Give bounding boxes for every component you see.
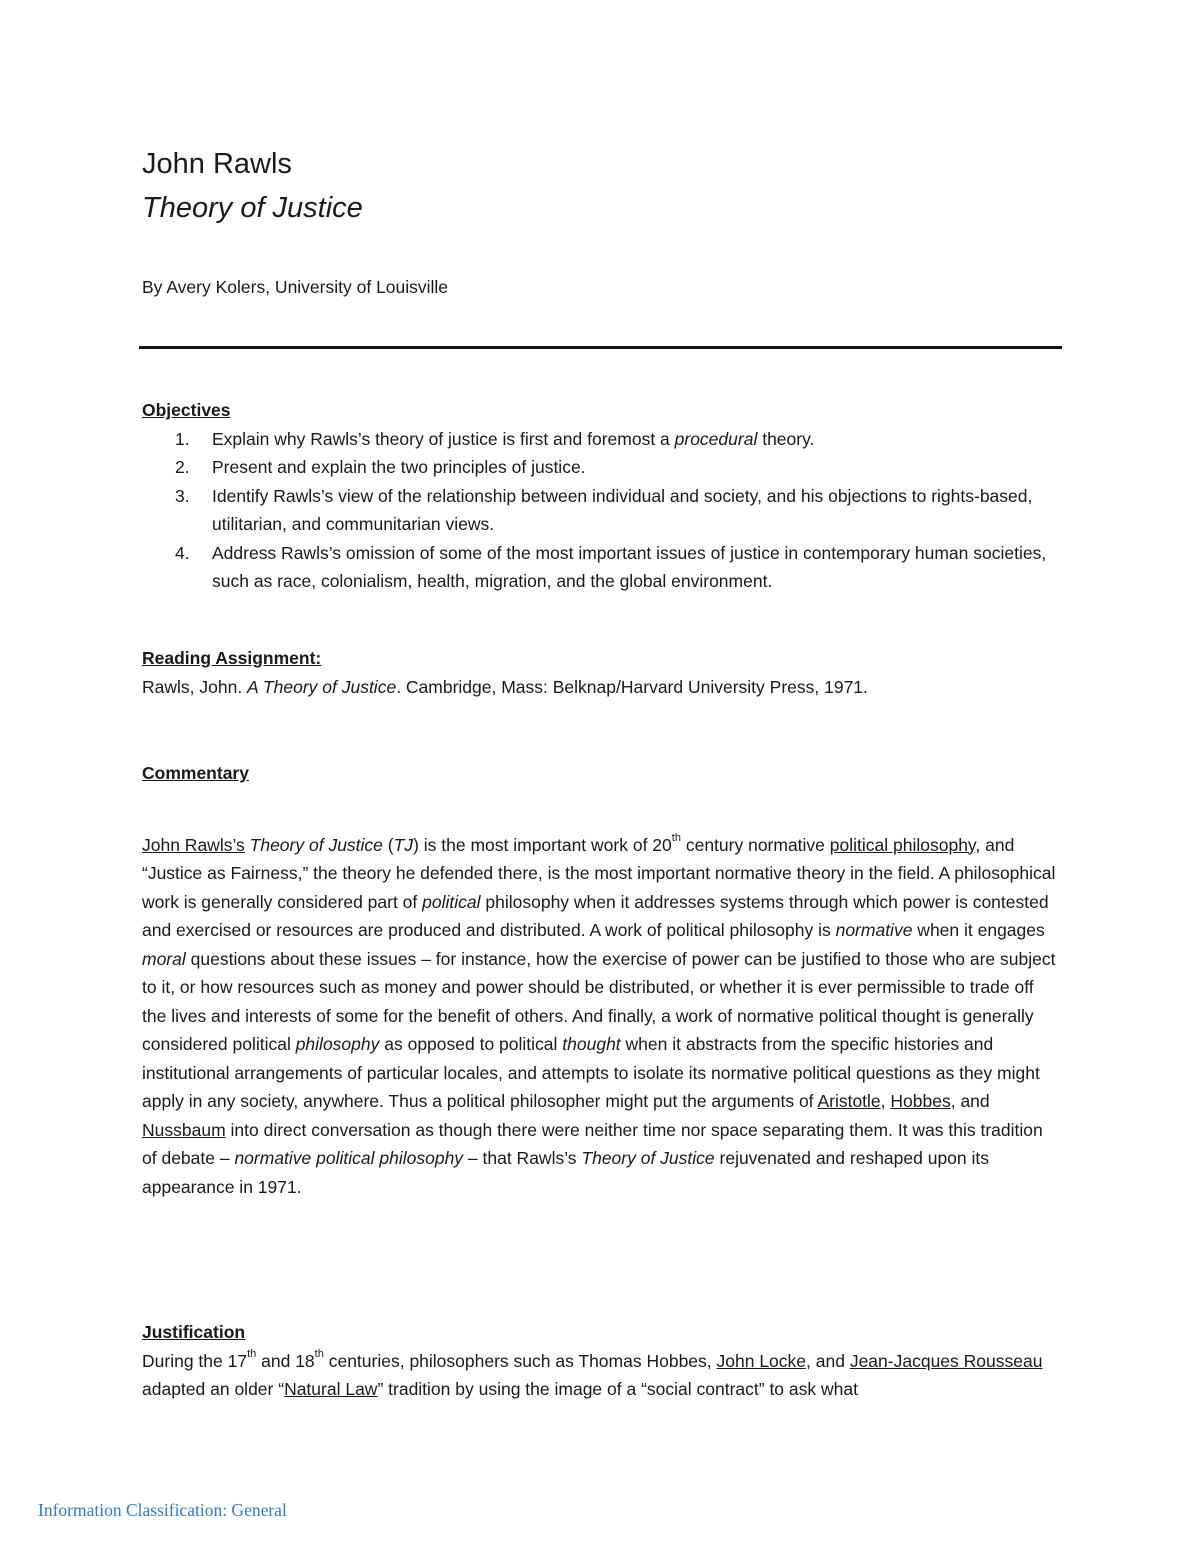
author-byline: By Avery Kolers, University of Louisville bbox=[142, 277, 449, 297]
reading-section bbox=[142, 644, 1062, 701]
text-run: philosophy when it addresses systems through which power is contested and exercised or resources are produced and distributed. A work of political philosophy is bbox=[142, 891, 1049, 940]
commentary-paragraph bbox=[142, 831, 1062, 1202]
superscript: th bbox=[671, 831, 681, 844]
objective-item bbox=[142, 425, 1062, 454]
link-aristotle[interactable]: Aristotle bbox=[817, 1091, 881, 1111]
text-run: , and bbox=[806, 1350, 850, 1371]
list-number: 4. bbox=[175, 542, 190, 563]
text-run: political bbox=[422, 891, 481, 912]
text-run: and bbox=[955, 1091, 990, 1111]
objective-text: Address Rawls’s omission of some of the most important issues of justice in contemporary human societies, such as race, colonialism, health, migration, and the global environment. bbox=[212, 542, 1047, 591]
text-run: when it abstracts from the specific histories and institutional arrangements of particular locales, and attempts to isolate its normative political questions as they might apply in any society, anywhere. Thus a political philosopher might put the arguments of bbox=[142, 1034, 1040, 1111]
text-run: ” tradition by using the image of a “social contract” to ask what bbox=[377, 1379, 858, 1399]
objectives-list bbox=[142, 425, 1062, 596]
link-natural-law[interactable]: Natural Law bbox=[284, 1379, 378, 1399]
document-subtitle: Theory of Justice bbox=[142, 192, 363, 224]
text-run: , bbox=[880, 1091, 891, 1111]
text-run: rejuvenated and reshaped upon its appearance in 1971. bbox=[142, 1148, 990, 1197]
document-title: John Rawls bbox=[142, 148, 292, 180]
list-number: 3. bbox=[175, 485, 190, 506]
text-run: as opposed to political bbox=[379, 1034, 563, 1054]
text-run: into direct conversation as though there were neither time nor space separating them. It was this tradition of debate – bbox=[142, 1119, 1043, 1168]
text-run: centuries, philosophers such as Thomas Hobbes, bbox=[323, 1350, 717, 1371]
objective-text: theory. bbox=[757, 428, 815, 449]
objective-item bbox=[142, 539, 1062, 596]
text-run: and 18 bbox=[256, 1350, 315, 1371]
text-run: adapted an older “ bbox=[142, 1379, 285, 1399]
text-run: – that Rawls’s bbox=[463, 1148, 582, 1168]
text-run: normative bbox=[835, 920, 913, 940]
objective-item bbox=[142, 453, 1062, 482]
text-run: Theory of Justice bbox=[581, 1148, 715, 1168]
text-run: Theory of Justice bbox=[249, 834, 383, 855]
text-run: ( bbox=[382, 834, 394, 855]
list-number: 1. bbox=[175, 428, 190, 449]
commentary-section bbox=[142, 759, 1062, 1201]
citation-text: . Cambridge, Mass: Belknap/Harvard University Press, 1971. bbox=[396, 676, 868, 697]
objective-emphasis: procedural bbox=[674, 428, 758, 449]
link-john-rawls[interactable]: John Rawls’s bbox=[142, 834, 245, 855]
text-run: , and “Justice as Fairness,” the theory he defended there, is the most important normative theory in the field. A philosophical work is generally considered part of bbox=[142, 834, 1056, 912]
text-run: TJ bbox=[393, 834, 414, 855]
objectives-section bbox=[142, 396, 1062, 596]
text-run: century normative bbox=[680, 834, 830, 855]
superscript: th bbox=[314, 1347, 324, 1360]
text-run: when it engages bbox=[912, 920, 1045, 940]
justification-paragraph bbox=[142, 1347, 1062, 1404]
horizontal-rule bbox=[139, 346, 1062, 349]
superscript: th bbox=[247, 1347, 257, 1360]
text-run: moral bbox=[142, 948, 186, 969]
text-run: ) is the most important work of 20 bbox=[413, 834, 672, 855]
objectives-heading: Objectives bbox=[142, 400, 231, 420]
commentary-heading: Commentary bbox=[142, 763, 249, 783]
justification-section bbox=[142, 1318, 1062, 1404]
reading-heading: Reading Assignment: bbox=[142, 648, 322, 668]
link-john-locke[interactable]: John Locke bbox=[716, 1350, 807, 1371]
objective-text: Identify Rawls’s view of the relationship between individual and society, and his objections to rights-based, utilitarian, and communitarian views. bbox=[212, 485, 1033, 534]
justification-heading: Justification bbox=[142, 1322, 246, 1342]
text-run: questions about these issues – for instance, how the exercise of power can be justified to those who are subject to it, or how resources such as money and power should be distributed, or whether it is ever permissible to trade off the lives and interests of some for the benefit of others. And finally, a work of normative political thought is generally considered political bbox=[142, 948, 1056, 1054]
text-run: thought bbox=[562, 1034, 621, 1054]
link-nussbaum[interactable]: Nussbaum bbox=[142, 1119, 226, 1140]
classification-footer: Information Classification: General bbox=[38, 1500, 287, 1520]
text-run: normative political philosophy bbox=[234, 1148, 464, 1168]
text-run: philosophy bbox=[295, 1034, 380, 1054]
citation-title: A Theory of Justice bbox=[247, 676, 397, 697]
objective-text: Explain why Rawls’s theory of justice is first and foremost a bbox=[212, 428, 675, 449]
objective-item bbox=[142, 482, 1062, 539]
link-rousseau[interactable]: Jean-Jacques Rousseau bbox=[849, 1350, 1043, 1371]
text-run: During the 17 bbox=[142, 1350, 248, 1371]
link-political-philosophy[interactable]: political philosophy bbox=[829, 834, 976, 855]
list-number: 2. bbox=[175, 457, 190, 477]
objective-text: Present and explain the two principles of justice. bbox=[212, 457, 586, 477]
link-hobbes[interactable]: Hobbes, bbox=[890, 1091, 956, 1111]
citation-text: Rawls, John. bbox=[142, 676, 248, 697]
reading-citation bbox=[142, 673, 1062, 702]
